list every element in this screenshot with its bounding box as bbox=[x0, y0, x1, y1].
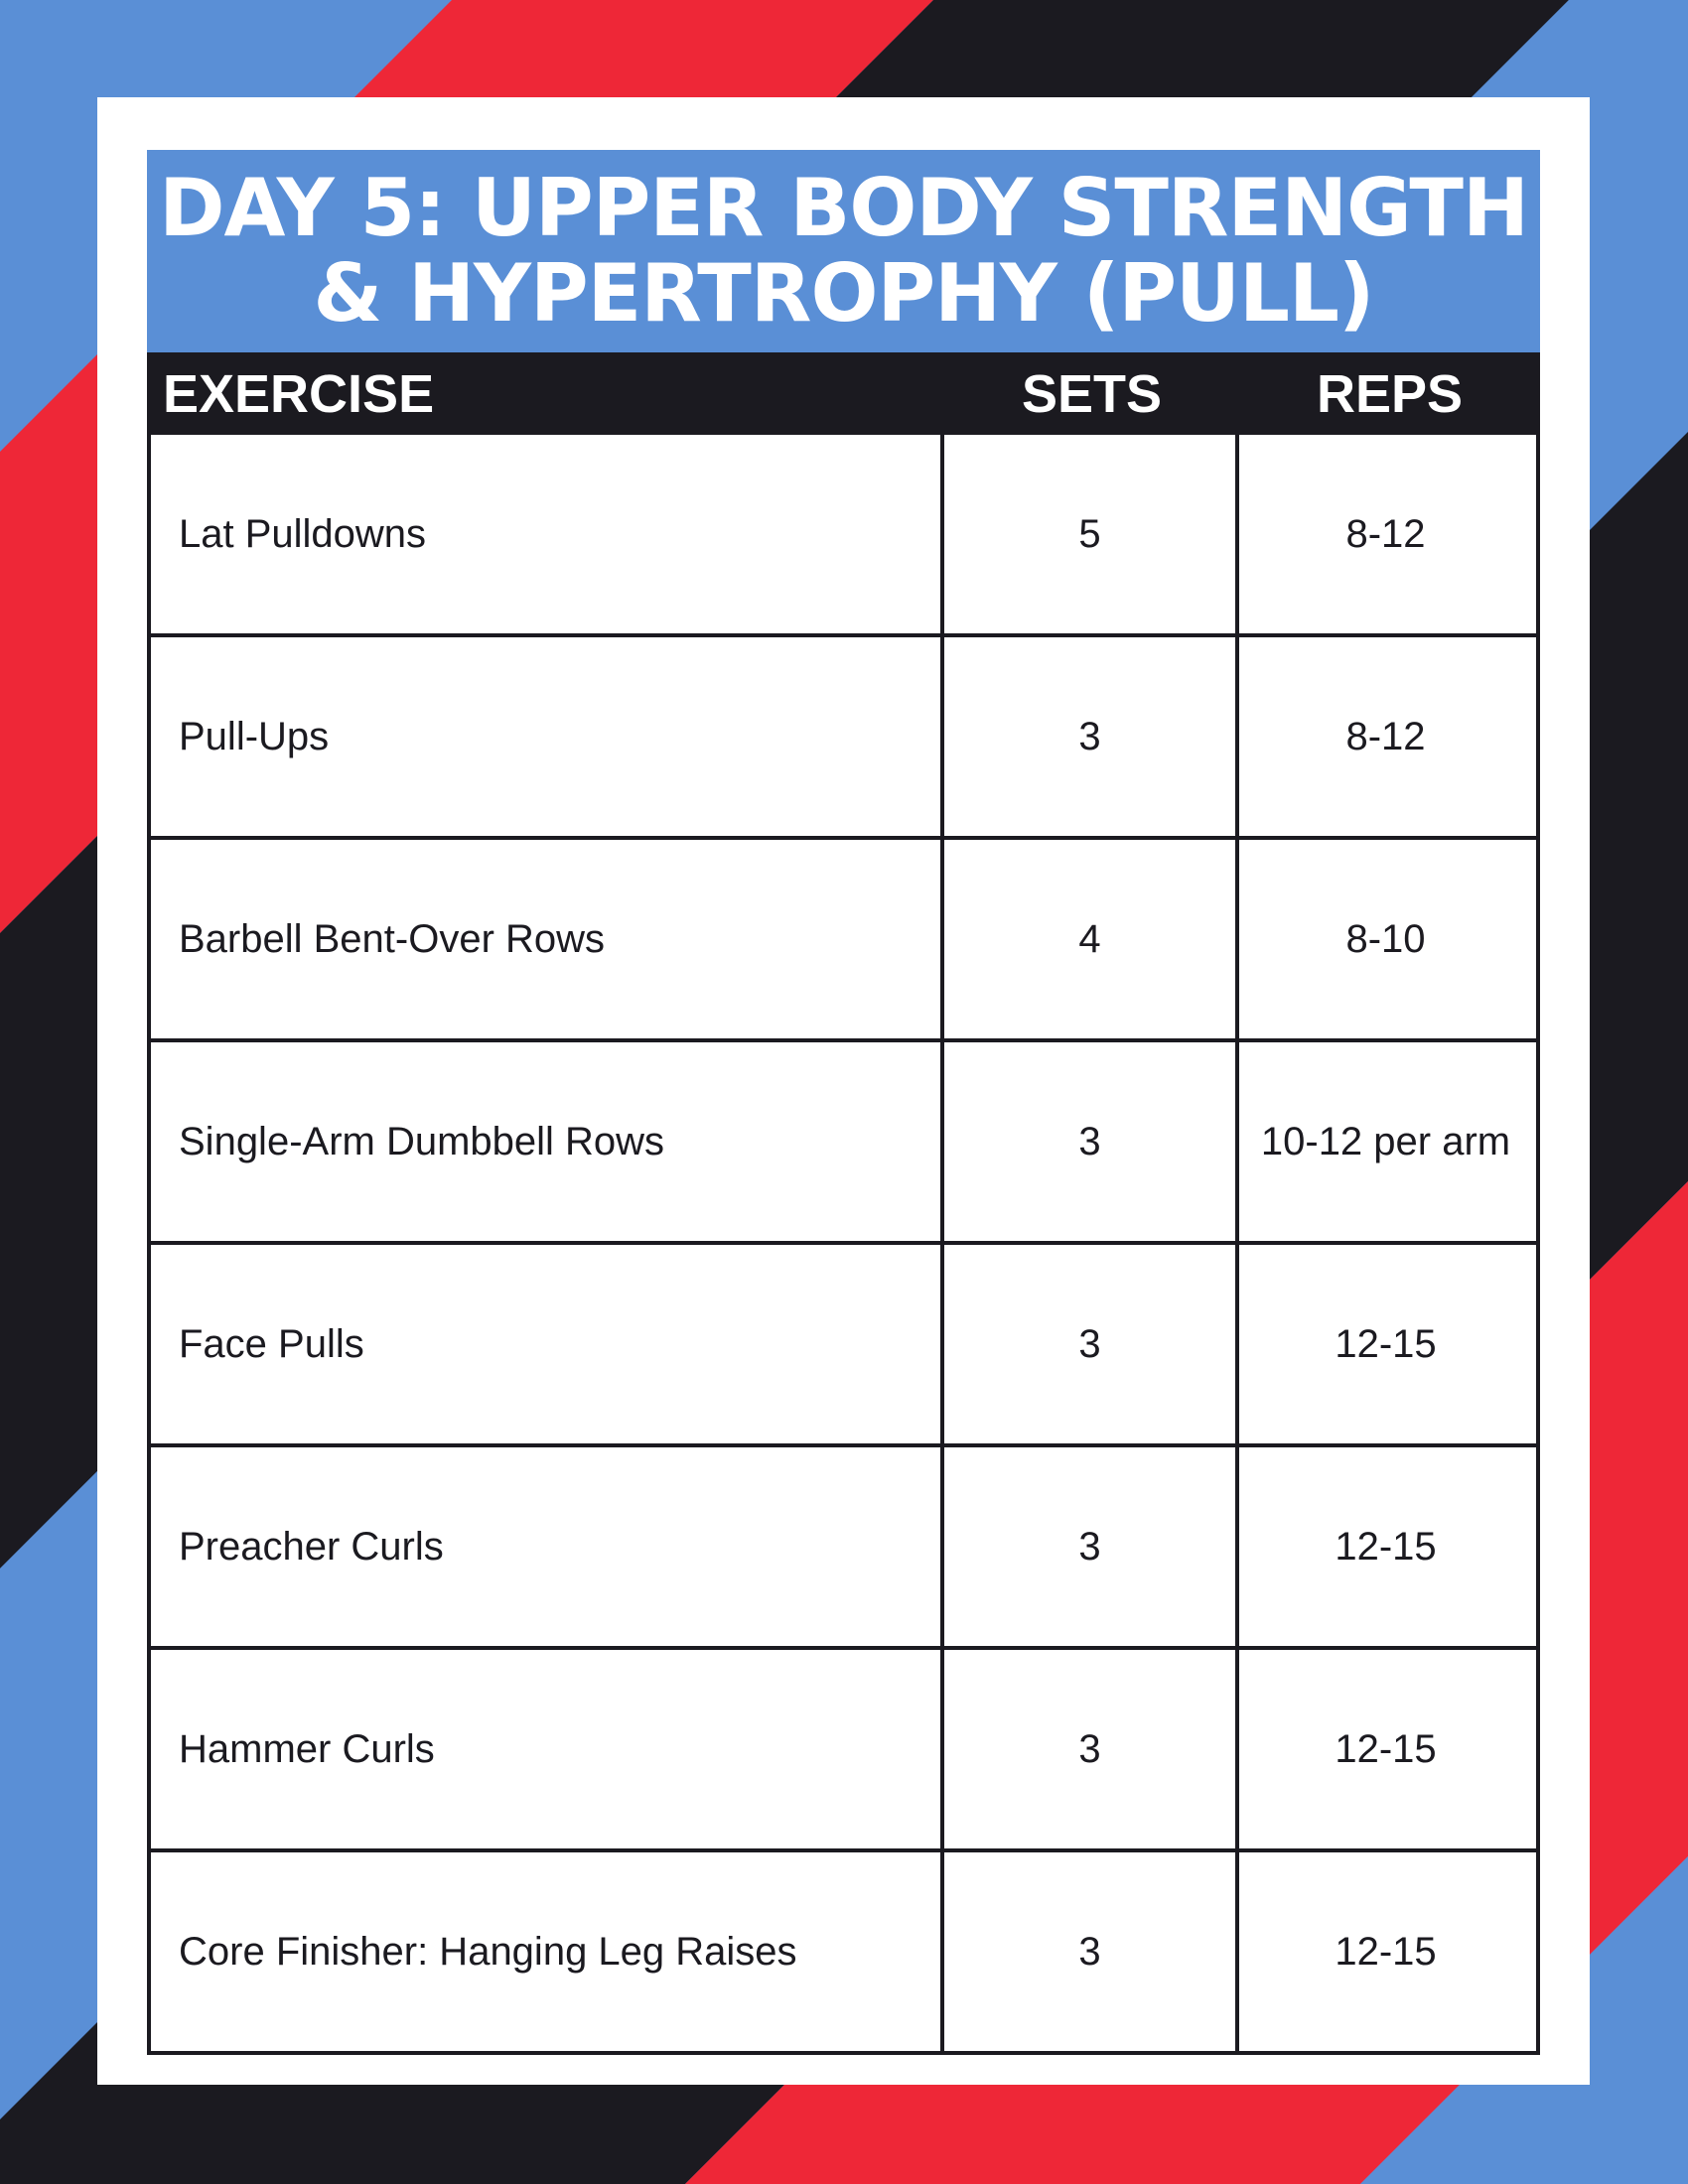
reps-cell: 12-15 bbox=[1335, 1321, 1437, 1366]
reps-cell: 8-12 bbox=[1345, 714, 1426, 758]
exercise-cell: Face Pulls bbox=[151, 1245, 944, 1443]
exercise-cell: Lat Pulldowns bbox=[151, 435, 944, 633]
table-row bbox=[151, 836, 1536, 1038]
reps-cell: 12-15 bbox=[1335, 1929, 1437, 1974]
table-row bbox=[151, 1038, 1536, 1241]
exercise-cell: Barbell Bent-Over Rows bbox=[151, 840, 944, 1038]
sets-cell: 3 bbox=[944, 1245, 1239, 1443]
reps-cell: 12-15 bbox=[1335, 1524, 1437, 1569]
table-row bbox=[151, 633, 1536, 836]
header-sets: SETS bbox=[1021, 363, 1163, 424]
reps-cell: 8-12 bbox=[1345, 511, 1426, 556]
sets-cell: 5 bbox=[944, 435, 1239, 633]
header-reps: REPS bbox=[1316, 363, 1464, 424]
reps-cell: 8-10 bbox=[1345, 916, 1426, 961]
sets-cell: 3 bbox=[944, 637, 1239, 836]
exercise-cell: Single-Arm Dumbbell Rows bbox=[151, 1042, 944, 1241]
sets-cell: 3 bbox=[944, 1852, 1239, 2051]
page-title-line-1: DAY 5: UPPER BODY STRENGTH bbox=[159, 162, 1528, 254]
exercise-cell: Hammer Curls bbox=[151, 1650, 944, 1848]
page-title-line-2: & HYPERTROPHY (PULL) bbox=[313, 247, 1374, 340]
exercise-cell: Preacher Curls bbox=[151, 1447, 944, 1646]
title-banner bbox=[147, 150, 1540, 352]
table-header-row bbox=[147, 352, 1540, 435]
table-row bbox=[151, 1443, 1536, 1646]
sets-cell: 3 bbox=[944, 1447, 1239, 1646]
sets-cell: 3 bbox=[944, 1650, 1239, 1848]
table-row bbox=[151, 1848, 1536, 2051]
header-exercise: EXERCISE bbox=[163, 363, 435, 424]
sets-cell: 4 bbox=[944, 840, 1239, 1038]
table-row bbox=[151, 1646, 1536, 1848]
reps-cell: 12-15 bbox=[1335, 1726, 1437, 1771]
table-body bbox=[147, 435, 1540, 2055]
reps-cell: 10-12 per arm bbox=[1260, 1119, 1511, 1163]
exercise-cell: Core Finisher: Hanging Leg Raises bbox=[151, 1852, 944, 2051]
table-row bbox=[151, 1241, 1536, 1443]
table-row bbox=[151, 435, 1536, 633]
workout-table bbox=[147, 352, 1540, 2055]
sets-cell: 3 bbox=[944, 1042, 1239, 1241]
exercise-cell: Pull-Ups bbox=[151, 637, 944, 836]
